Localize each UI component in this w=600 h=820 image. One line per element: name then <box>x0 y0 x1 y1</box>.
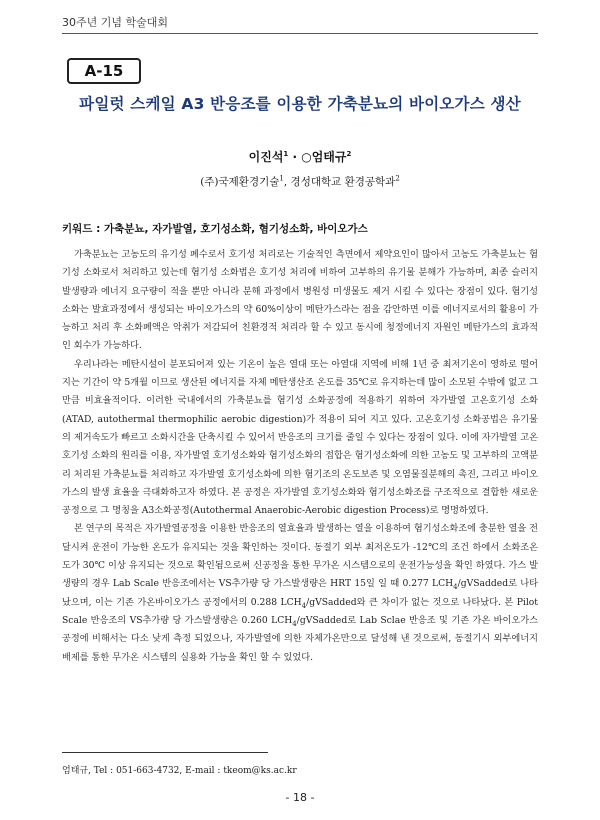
subscript: 4 <box>292 619 297 628</box>
keywords: 키워드 : 가축분뇨, 자가발열, 호기성소화, 혐기성소화, 바이오가스 <box>62 223 368 235</box>
author-affiliation-mark: 2 <box>346 150 352 158</box>
affiliation-mark: 2 <box>395 174 400 183</box>
running-head: 30주년 기념 학술대회 <box>62 16 168 29</box>
author-line <box>0 148 600 165</box>
author-name: ○엄태규 <box>301 150 347 164</box>
affiliation-name: 경성대학교 환경공학과 <box>290 176 396 188</box>
page-number: - 18 - <box>285 791 315 804</box>
affiliation-name: (주)국제환경기술 <box>200 176 280 188</box>
paper-title: 파일럿 스케일 A3 반응조를 이용한 가축분뇨의 바이오가스 생산 <box>79 95 521 113</box>
body-paragraph: 본 연구의 목적은 자가발열공정을 이용한 반응조의 열효율과 발생하는 열을 이용하여 혐기성소화조에 충분한 열을 전달시켜 운전이 가능한 온도가 유지되는 것을 확인하는 것이다. 동절기 외부 최저온도가 -12℃의 조건 하에서 소화조온도가 30℃ 이상 유지되는 것으로 확인됨으로써 신공정을 통한 무가온 시스템으로의 운전가능성을 확인 하였다. 가스 발생량의 경우 Lab Scale 반응조에서는 VS추가량 당 가스발생량은 HRT 15일 일 때 0.277 $LCH_4$/gVSadded로 나타났으며, 이는 기존 가온바이오가스 공정에서의 0.288 $LCH_4$/gVSadded와 큰 차이가 없는 것으로 나타났다. 본 Pilot Scale 반응조의 VS추가량 당 가스발생량은 0.260 $LCH_4$/gVSadded로 Lab Sclae 반응조 및 기존 가온 바이오가스 공정에 비해서는 다소 낮게 측정 되었으나, 자가발열에 의한 자체가온만으로 달성해 낸 것으로써, 동절기시 외부에너지 배제를 통한 무가온 시스템의 실용화 가능을 확인 할 수 있었다. <box>62 523 538 663</box>
author-affiliation-mark: 1 <box>283 150 289 158</box>
header-divider <box>62 33 538 34</box>
author-name: 이진석 <box>248 150 284 164</box>
abstract-code-badge: A-15 <box>67 58 141 84</box>
affiliation-separator: , <box>283 176 291 188</box>
abstract-body <box>62 246 538 667</box>
corresponding-author-footnote: 엄태규, Tel : 051-663-4732, E-mail : tkeom@ks.ac.kr <box>62 766 297 776</box>
body-paragraph: 가축분뇨는 고농도의 유기성 폐수로서 호기성 처리로는 기술적인 측면에서 제약요인이 많아서 고농도 가축분뇨는 혐기성 소화로서 처리하고 있는데 혐기성 소화법은 호기성 처리에 비하여 고부하의 유기물 분해가 가능하며, 최종 슬러지 발생량과 에너지 요구량이 적을 뿐만 아니라 분해 과정에서 병원성 미생물도 제거 시킬 수 있다는 장점이 있다. 혐기성 소화는 발효과정에서 생성되는 바이오가스의 약 60%이상이 메탄가스라는 점을 감안하면 이를 에너지로서의 활용이 가능하고 처리 후 소화폐액은 악취가 저감되어 친환경적 처리라 할 수 있고 동시에 청정에너지 자원인 메탄가스의 효과적인 회수가 가능하다. <box>62 249 538 352</box>
body-paragraph: 우리나라는 메탄시설이 분포되어져 있는 기온이 높은 열대 또는 아열대 지역에 비해 1년 중 최저기온이 영하로 떨어지는 기간이 약 5개월 이므로 생산된 에너지를 자체 메탄생산조 온도를 35℃로 유지하는데 많이 소모된 수밖에 없고 그만큼 비효율적이다. 이러한 국내에서의 가축분뇨를 혐기성 소화공정에 적용하기 위하여 자가발열 고온호기성 소화(ATAD, autothermal thermophilic aerobic digestion)가 적용이 되어 지고 있다. 고온호기성 소화공법은 유기물의 제거속도가 빠르고 소화시간을 단축시킬 수 있어서 반응조의 크기를 줄일 수 있다는 장점이 있다. 이에 자가발열 고온호기성 소화의 원리를 이용, 자가발열 호기성소화와 혐기성소화의 접합은 혐기성소화에 의한 고농도 및 고부하의 고액분리 처리된 가축분뇨를 처리하고 자가발열 호기성소화에 의한 혐기조의 온도보존 및 오염물질분해의 촉진, 그리고 바이오가스의 발생 효율을 극대화하고자 하였다. 본 공정은 자가발열 호기성소화와 혐기성소화조를 구조적으로 결합한 새로운 공정으로 그 명칭을 A3소화공정(Autothermal Anaerobic-Aerobic digestion Process)로 명명하였다. <box>62 358 538 517</box>
subscript: 4 <box>301 601 307 610</box>
affiliation-line <box>0 174 600 189</box>
subscript: 4 <box>453 583 458 592</box>
affiliation-mark: 1 <box>279 174 284 183</box>
footnote-divider <box>62 752 268 753</box>
author-separator: · <box>288 150 302 164</box>
